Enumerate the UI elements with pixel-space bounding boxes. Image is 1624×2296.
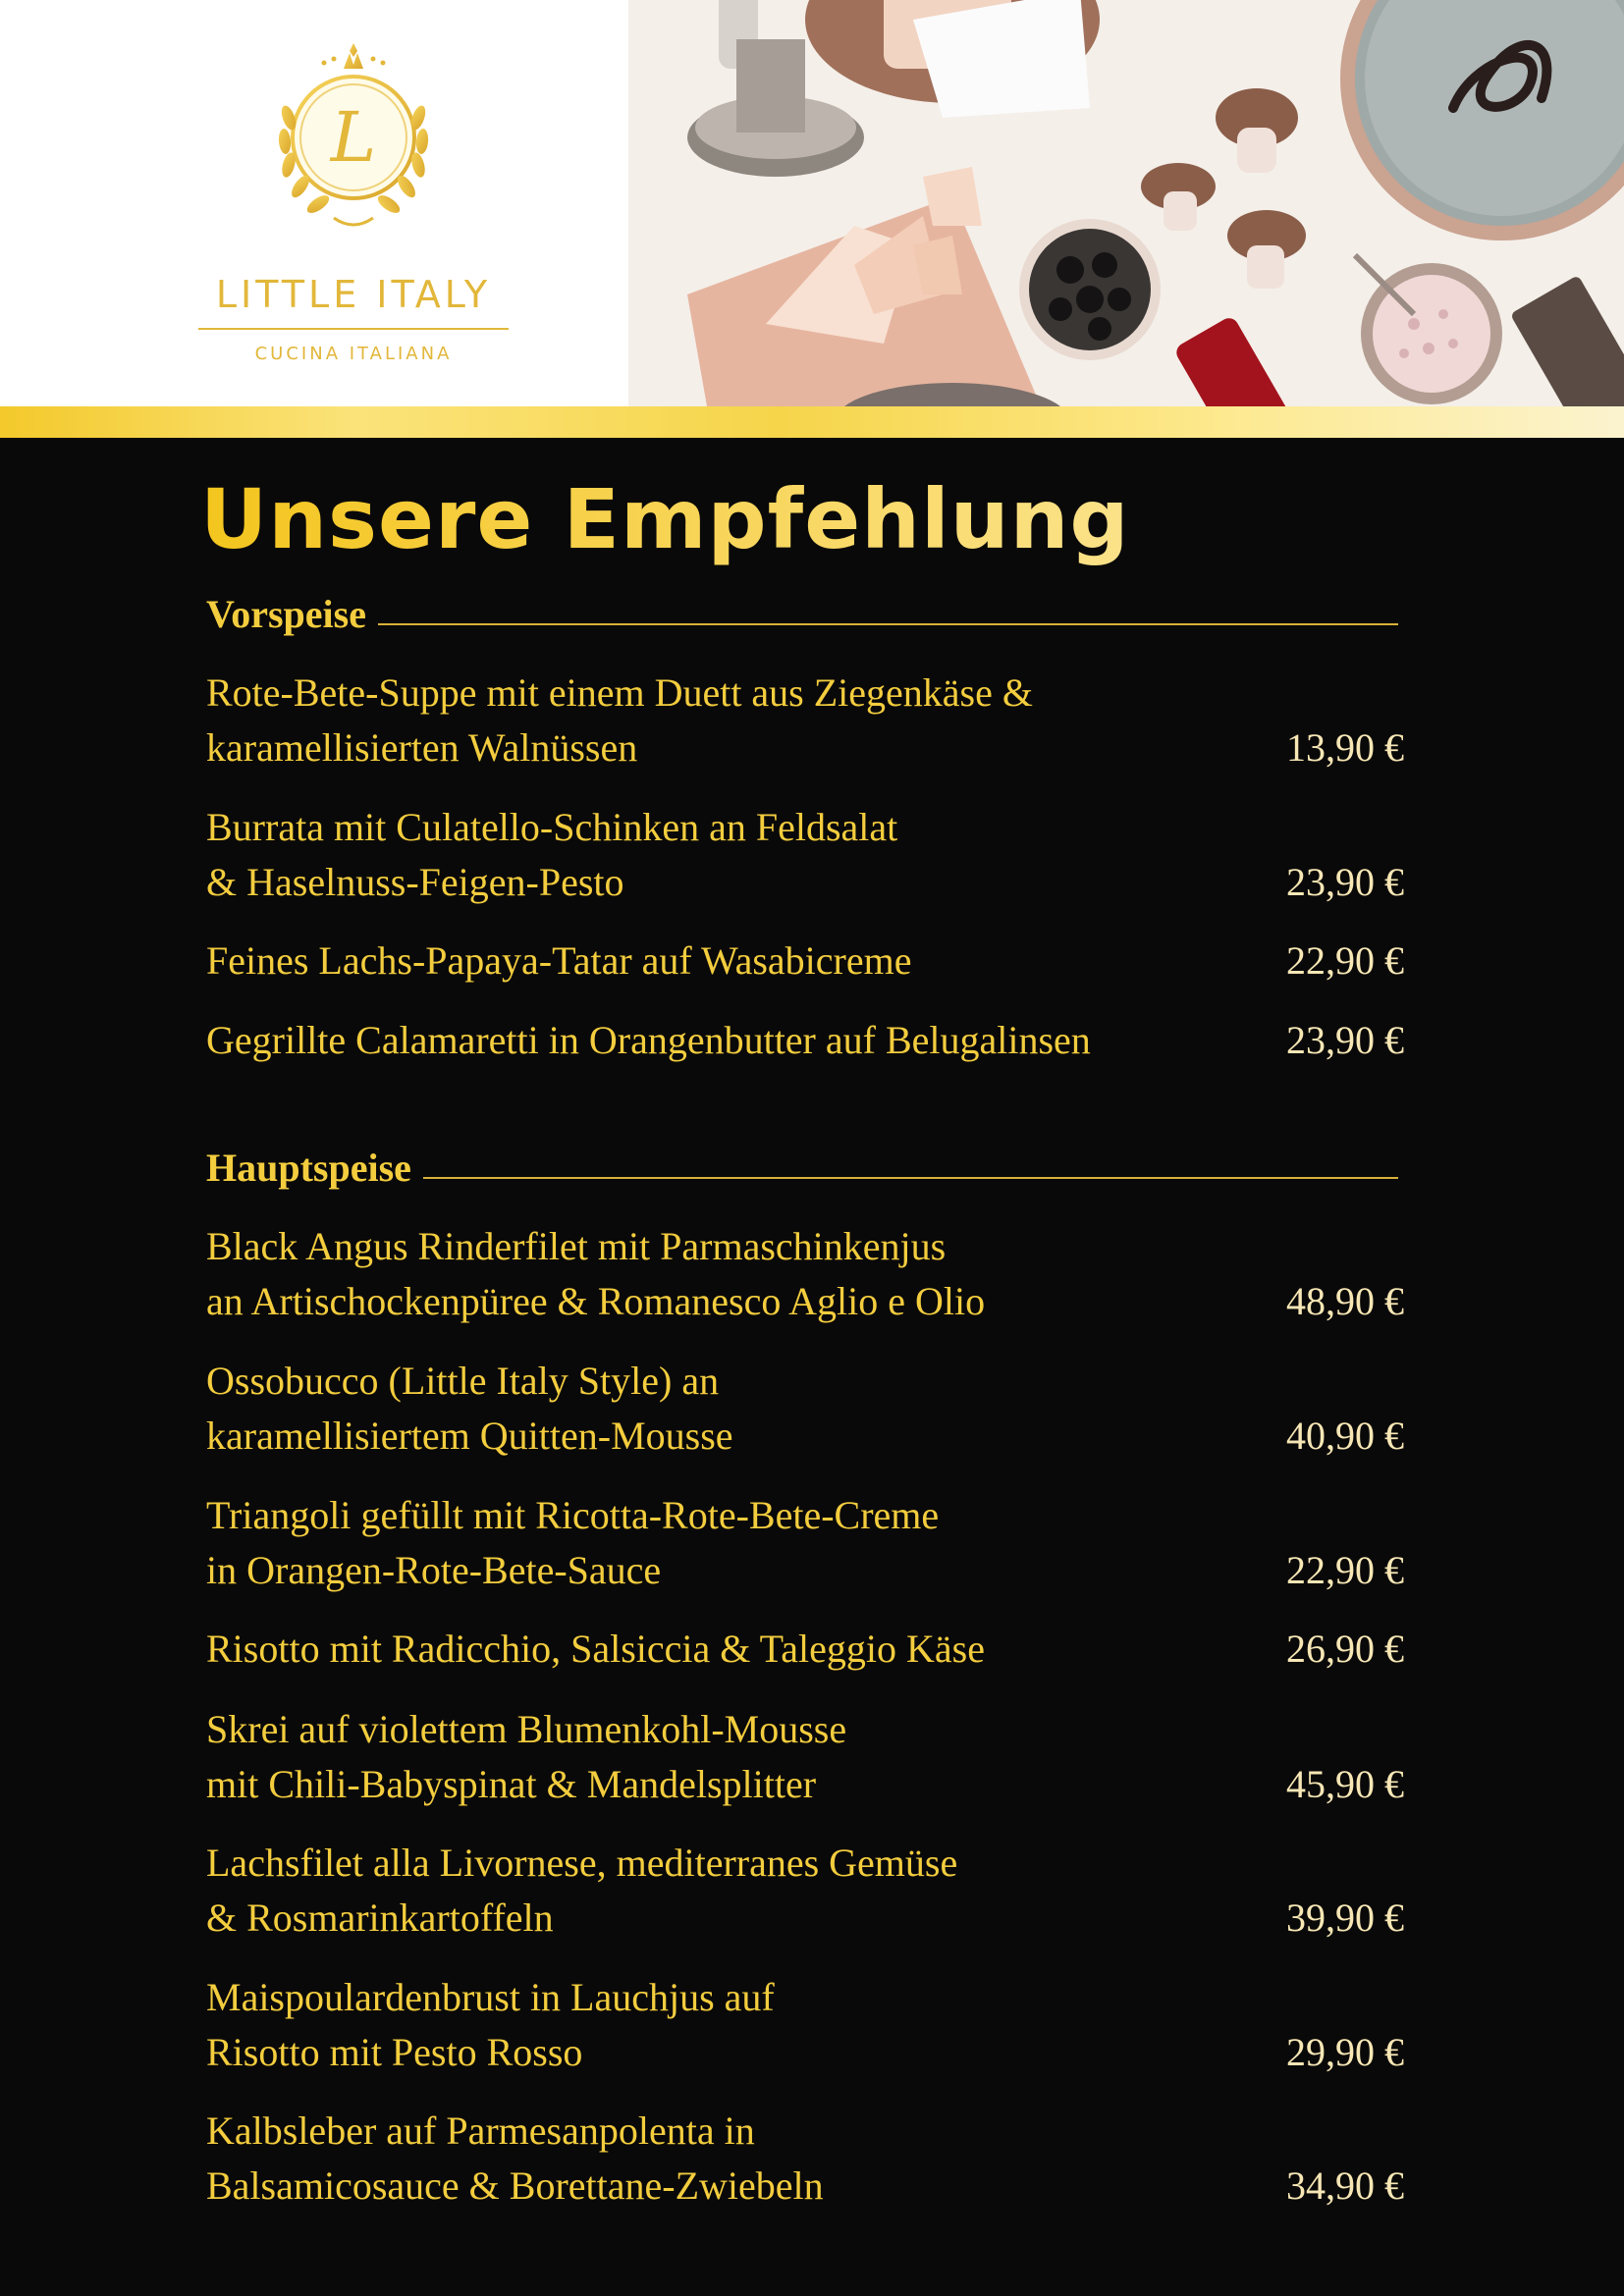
menu-item-line: Risotto mit Radicchio, Salsiccia & Taleggio Käse xyxy=(206,1627,985,1671)
menu-item xyxy=(206,934,1404,988)
logo xyxy=(187,39,520,383)
menu-item-line: Risotto mit Pesto Rosso xyxy=(206,2030,583,2074)
menu-item-price: 40,90 € xyxy=(1286,1414,1404,1458)
menu-item-line: Gegrillte Calamaretti in Orangenbutter auf Belugalinsen xyxy=(206,1018,1091,1062)
brand-tagline: CUCINA ITALIANA xyxy=(254,344,453,364)
menu-item-line: Burrata mit Culatello-Schinken an Feldsalat xyxy=(206,805,898,849)
menu-item-name xyxy=(206,1013,1188,1068)
section-label: Hauptspeise xyxy=(206,1146,411,1190)
menu-item-price: 22,90 € xyxy=(1286,1548,1404,1592)
monogram-text: L xyxy=(330,97,377,178)
menu-item-name xyxy=(206,1836,1188,1946)
menu-item-name xyxy=(206,1970,1188,2080)
menu-item-name xyxy=(206,1702,1188,1812)
menu-item xyxy=(206,2104,1404,2214)
menu-item-line: Black Angus Rinderfilet mit Parmaschinkenjus xyxy=(206,1224,947,1268)
menu-item xyxy=(206,1970,1404,2080)
menu-item-line: an Artischockenpüree & Romanesco Aglio e Olio xyxy=(206,1279,986,1323)
menu-item-price: 23,90 € xyxy=(1286,860,1404,904)
menu-item-line: Lachsfilet alla Livornese, mediterranes Gemüse xyxy=(206,1841,958,1885)
menu-item-line: in Orangen-Rote-Bete-Sauce xyxy=(206,1548,662,1592)
menu-item-name xyxy=(206,800,1188,910)
header xyxy=(0,0,1624,406)
menu-item xyxy=(206,1622,1404,1677)
menu-item-price: 29,90 € xyxy=(1286,2030,1404,2074)
brand-divider xyxy=(198,328,509,330)
menu-item xyxy=(206,666,1404,775)
menu-item xyxy=(206,1354,1404,1464)
menu-item-line: & Haselnuss-Feigen-Pesto xyxy=(206,860,624,904)
menu-item-line: karamellisiertem Quitten-Mousse xyxy=(206,1414,733,1458)
menu-item-line: Kalbsleber auf Parmesanpolenta in xyxy=(206,2109,755,2153)
menu-item-line: Ossobucco (Little Italy Style) an xyxy=(206,1359,720,1403)
gold-divider-band xyxy=(0,406,1624,438)
menu-item-line: Balsamicosauce & Borettane-Zwiebeln xyxy=(206,2163,824,2208)
menu-item xyxy=(206,1219,1404,1329)
menu-item-line: Feines Lachs-Papaya-Tatar auf Wasabicreme xyxy=(206,938,912,983)
menu-item-name xyxy=(206,1219,1188,1329)
menu-item-line: & Rosmarinkartoffeln xyxy=(206,1896,554,1940)
menu-item-price: 48,90 € xyxy=(1286,1279,1404,1323)
menu-item xyxy=(206,1836,1404,1946)
menu-item-name xyxy=(206,666,1188,775)
menu-item-line: Maispoulardenbrust in Lauchjus auf xyxy=(206,1975,775,2019)
brand-name: LITTLE ITALY xyxy=(215,273,492,316)
menu-item-name xyxy=(206,1354,1188,1464)
laurel-crest-icon xyxy=(255,39,452,245)
menu-item xyxy=(206,1013,1404,1068)
section-rule xyxy=(423,1177,1398,1179)
menu-item-line: karamellisierten Walnüssen xyxy=(206,725,638,770)
menu-item-name xyxy=(206,1622,1188,1677)
menu-item-name xyxy=(206,934,1188,988)
menu-item-price: 13,90 € xyxy=(1286,725,1404,770)
menu-item-line: Triangoli gefüllt mit Ricotta-Rote-Bete-Creme xyxy=(206,1493,940,1537)
menu-item-price: 39,90 € xyxy=(1286,1896,1404,1940)
menu-item xyxy=(206,1488,1404,1598)
menu-item-line: Rote-Bete-Suppe mit einem Duett aus Ziegenkäse & xyxy=(206,670,1033,715)
section-label: Vorspeise xyxy=(206,592,366,636)
section-rule xyxy=(378,623,1398,625)
menu-item xyxy=(206,1702,1404,1812)
menu-item-name xyxy=(206,2104,1188,2214)
menu-item-price: 45,90 € xyxy=(1286,1762,1404,1806)
menu-item xyxy=(206,800,1404,910)
page-title: Unsere Empfehlung xyxy=(200,471,1130,567)
menu-item-price: 23,90 € xyxy=(1286,1018,1404,1062)
menu-item-price: 22,90 € xyxy=(1286,938,1404,983)
menu-item-price: 34,90 € xyxy=(1286,2163,1404,2208)
menu-item-line: mit Chili-Babyspinat & Mandelsplitter xyxy=(206,1762,817,1806)
menu-content xyxy=(0,438,1624,2296)
menu-item-name xyxy=(206,1488,1188,1598)
section-heading-vorspeise xyxy=(206,591,1398,637)
food-photo-image xyxy=(628,0,1624,406)
menu-item-line: Skrei auf violettem Blumenkohl-Mousse xyxy=(206,1707,847,1751)
menu-item-price: 26,90 € xyxy=(1286,1627,1404,1671)
section-heading-hauptspeise xyxy=(206,1145,1398,1191)
